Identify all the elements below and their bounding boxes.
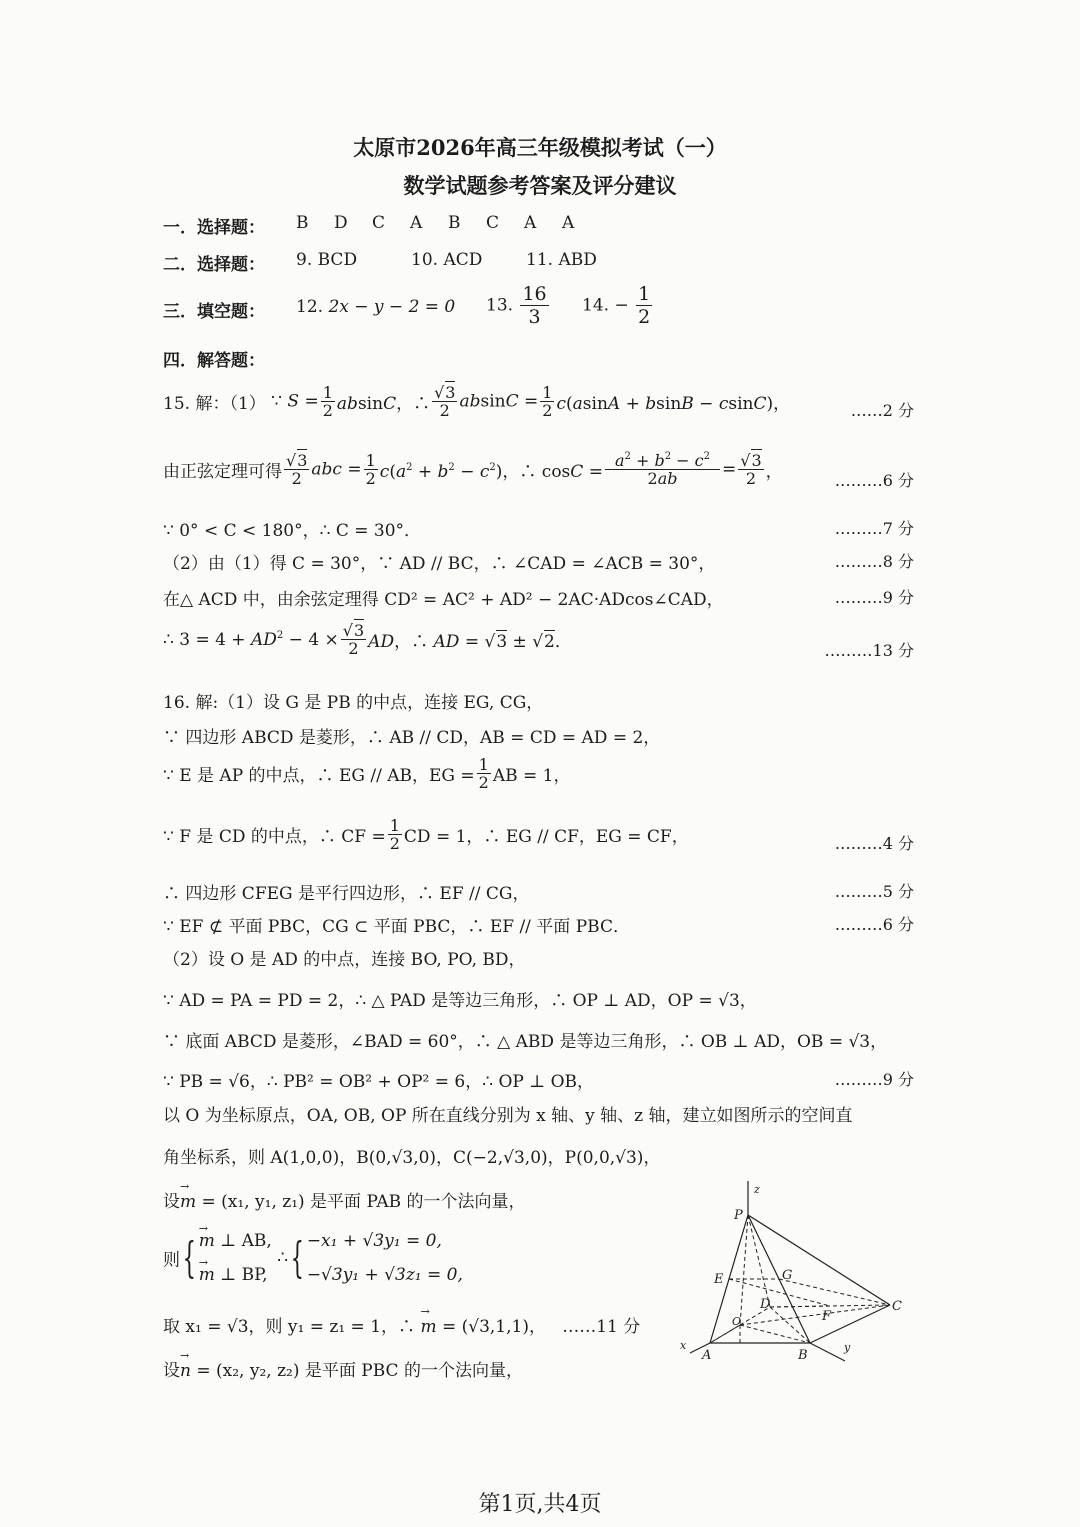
q12-answer: 12. 2x − y − 2 = 0 bbox=[296, 297, 456, 317]
label-x: x bbox=[680, 1339, 687, 1352]
q15-line4: （2）由（1）得 C = 30°，∵ AD // BC，∴ ∠CAD = ∠ACB = 30°， bbox=[163, 554, 716, 574]
q16-line6: ∵ EF ⊄ 平面 PBC，CG ⊂ 平面 PBC，∴ EF // 平面 PBC． bbox=[163, 917, 630, 937]
section1-answer: B bbox=[296, 213, 309, 233]
q15-score-1: ……2 分 bbox=[850, 401, 914, 420]
q16-line3: ∵ E 是 AP 的中点，∴ EG // AB，EG = $\frac{1}{2}$ AB = 1， bbox=[163, 755, 571, 792]
q15-score-5: ………9 分 bbox=[834, 588, 914, 607]
q16-score-4: ………4 分 bbox=[834, 834, 914, 853]
label-y: y bbox=[844, 1341, 851, 1354]
q16-line9: ∵ 底面 ABCD 是菱形，∠BAD = 60°，∴ △ ABD 是等边三角形，∴ OB ⊥ AD，OB = √3， bbox=[163, 1032, 888, 1052]
q16-line2: ∵ 四边形 ABCD 是菱形，∴ AB // CD，AB = CD = AD = 2， bbox=[163, 728, 661, 748]
q16-line14: 取 x₁ = √3，则 y₁ = z₁ = 1，∴ → m = (√3,1,1)， ……11 分 bbox=[163, 1312, 640, 1337]
q14-answer: 14. − $\frac{1}{2}$ bbox=[582, 283, 651, 328]
q15-score-2: ………6 分 bbox=[834, 471, 914, 490]
label-G: G bbox=[782, 1268, 793, 1283]
label-F: F bbox=[822, 1309, 832, 1324]
q15-line5: 在△ ACD 中，由余弦定理得 CD² = AC² + AD² − 2AC·ADcos∠CAD， bbox=[163, 590, 724, 610]
q16-line10: ∵ PB = √6，∴ PB² = OB² + OP² = 6，∴ OP ⊥ OB， bbox=[163, 1072, 595, 1092]
q16-score-11: ……11 分 bbox=[562, 1317, 641, 1337]
section1-answer: A bbox=[562, 213, 575, 233]
q16-line1: 16. 解:（1）设 G 是 PB 的中点，连接 EG, CG， bbox=[163, 693, 544, 713]
q15-score-3: ………7 分 bbox=[834, 519, 914, 538]
section2-answers bbox=[296, 250, 641, 270]
section1-answer: B bbox=[448, 213, 461, 233]
q15-line2: 由正弦定理可得 $\frac{√3}{2}$ abc = $\frac{1}{2}$ $c(a^2 + b^2 - c^2)$，∴ cosC = $\frac{a^2 + b^2 - c^2}{2ab}$ = $\frac{√3}{2}$ ， bbox=[163, 451, 783, 488]
q13-fraction: $\frac{16}{3}$ bbox=[522, 283, 547, 328]
q15-score-6: ………13 分 bbox=[824, 641, 914, 660]
section1-answer: A bbox=[410, 213, 423, 233]
section2-label: 二．选择题： bbox=[163, 255, 265, 275]
q16-line5: ∴ 四边形 CFEG 是平行四边形，∴ EF // CG， bbox=[163, 884, 530, 904]
q16-line13: 设→ m = (x₁, y₁, z₁) 是平面 PAB 的一个法向量， bbox=[163, 1187, 526, 1212]
section2-answer: 11. ABD bbox=[526, 250, 597, 270]
section1-answer: A bbox=[524, 213, 537, 233]
label-C: C bbox=[892, 1299, 902, 1314]
section1-label: 一．选择题： bbox=[163, 218, 265, 238]
q16-line7: （2）设 O 是 AD 的中点，连接 BO, PO, BD， bbox=[163, 950, 526, 970]
label-O: O bbox=[732, 1315, 742, 1328]
section3-label: 三．填空题： bbox=[163, 302, 265, 322]
q15-line6: ∴ $3 = 4 + AD^2 - 4$ × $\frac{√3}{2}$ AD，∴ AD = √3 ± √2． bbox=[163, 621, 572, 658]
q13-answer: 13. $\frac{16}{3}$ bbox=[486, 283, 547, 328]
section1-answer: C bbox=[372, 213, 386, 233]
vector-m: → m bbox=[180, 1192, 196, 1212]
q15-line1: 15. 解：（1） ∵ S = $\frac{1}{2}$ absinC，∴ $\frac{√3}{2}$ absinC = $\frac{1}{2}$ c(asinA + bsinB − csinC)， bbox=[163, 383, 791, 420]
q14-fraction: $\frac{1}{2}$ bbox=[638, 283, 651, 328]
label-z: z bbox=[754, 1183, 760, 1196]
q16-line4: ∵ F 是 CD 的中点，∴ CF = $\frac{1}{2}$ CD = 1，∴ EG // CF，EG = CF， bbox=[163, 816, 689, 853]
section1-answer: C bbox=[486, 213, 500, 233]
section2-answer: 9. BCD bbox=[296, 250, 358, 270]
q16-line15: 设→ n = (x₂, y₂, z₂) 是平面 PBC 的一个法向量， bbox=[163, 1356, 523, 1381]
pyramid-figure bbox=[670, 1175, 910, 1380]
section4-label: 四．解答题： bbox=[163, 351, 265, 371]
section1-answer: D bbox=[334, 213, 348, 233]
section2-answer: 10. ACD bbox=[411, 250, 483, 270]
q16-system: 则{→ m ⊥ AB, → m ⊥ BP, ∴{ −x₁ + √3y₁ = 0, −√3y₁ + √3z₁ = 0, bbox=[163, 1224, 463, 1292]
section1-answers bbox=[296, 213, 600, 233]
page-footer: 第1页,共4页 bbox=[478, 1492, 602, 1517]
label-P: P bbox=[734, 1208, 743, 1223]
q15-score-4: ………8 分 bbox=[834, 552, 914, 571]
label-D: D bbox=[760, 1297, 771, 1312]
page-title: 太原市2026年高三年级模拟考试（一） bbox=[353, 135, 727, 160]
q16-line8: ∵ AD = PA = PD = 2，∴ △ PAD 是等边三角形，∴ OP ⊥ AD，OP = √3， bbox=[163, 991, 757, 1011]
label-E: E bbox=[714, 1272, 724, 1287]
q16-score-6: ………6 分 bbox=[834, 915, 914, 934]
q16-score-9: ………9 分 bbox=[834, 1070, 914, 1089]
q16-line12: 角坐标系，则 A(1,0,0)，B(0,√3,0)，C(−2,√3,0)，P(0,0,√3)， bbox=[163, 1148, 661, 1168]
vector-n: → n bbox=[180, 1361, 191, 1381]
label-A: A bbox=[702, 1348, 712, 1363]
q15-line3: ∵ 0° < C < 180°，∴ C = 30°． bbox=[163, 521, 422, 541]
q16-score-5: ………5 分 bbox=[834, 882, 914, 901]
q16-line11: 以 O 为坐标原点，OA, OB, OP 所在直线分别为 x 轴、y 轴、z 轴，建立如图所示的空间直 bbox=[163, 1106, 853, 1126]
page-subtitle: 数学试题参考答案及评分建议 bbox=[403, 173, 677, 198]
label-B: B bbox=[798, 1348, 808, 1363]
